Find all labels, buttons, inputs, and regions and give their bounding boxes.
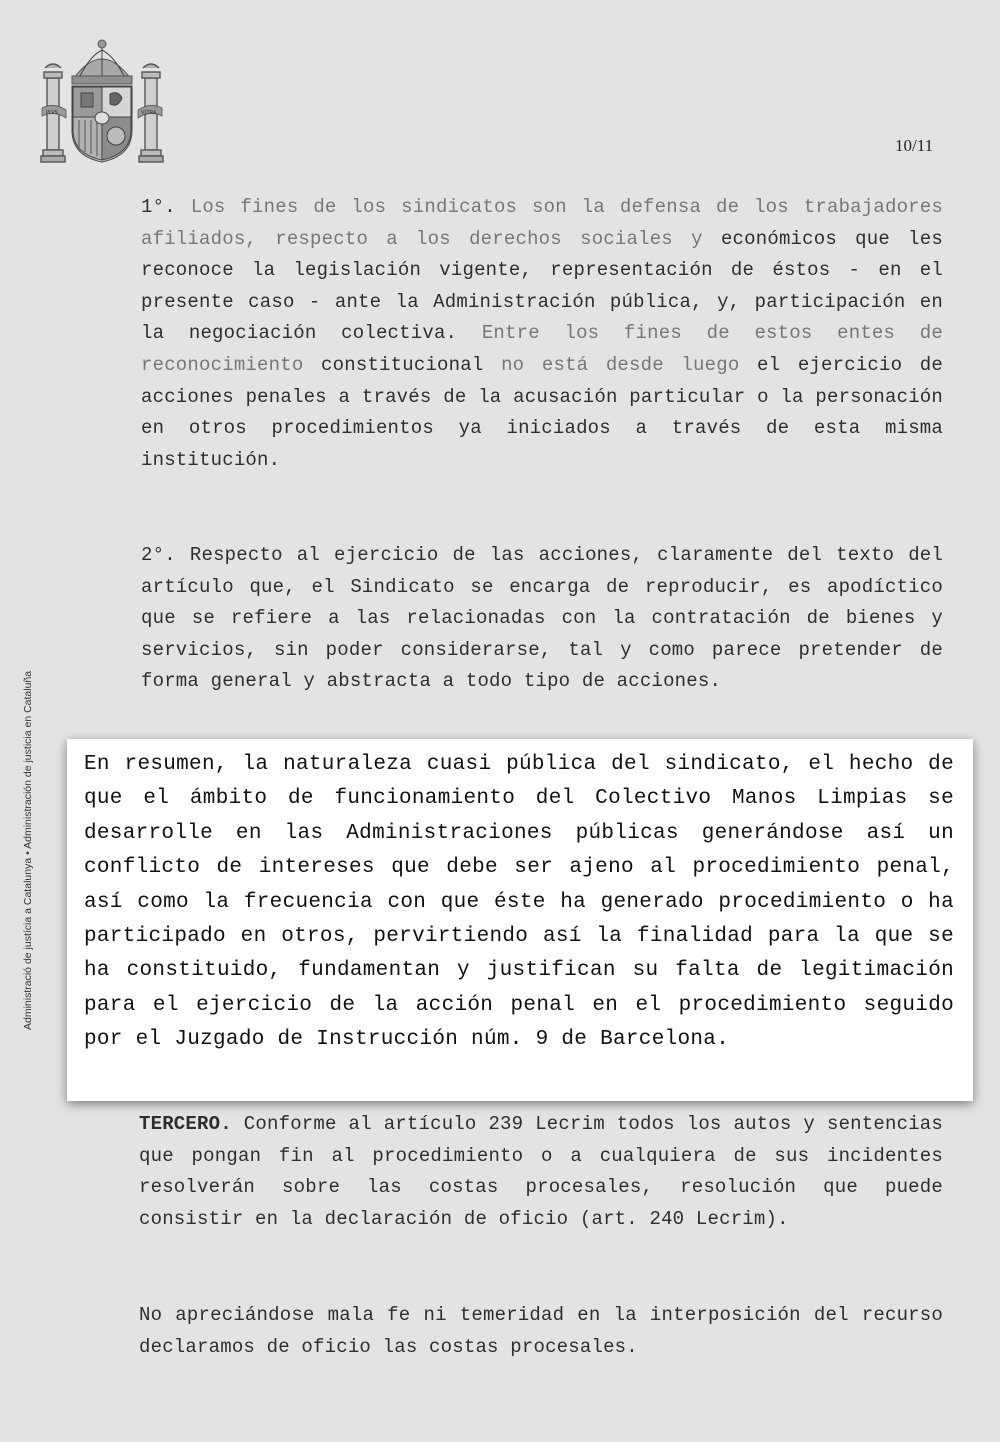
- svg-text:VLTRA: VLTRA: [141, 110, 157, 116]
- paragraph-fourth: No apreciándose mala fe ni temeridad en la interposición del recurso declaramos de oficio las costas procesales.: [139, 1304, 943, 1358]
- highlight-box: [67, 739, 973, 1101]
- highlight-text: En resumen, la naturaleza cuasi pública del sindicato, el hecho de que el ámbito de funcionamiento del Colectivo Manos Limpias se desarrolle en las Administraciones públicas generándose así un conflicto de intereses que debe ser ajeno al procedimiento penal, así como la frecuencia con que éste ha generado procedimiento o ha participado en otros, pervirtiendo así la finalidad para la que se ha constituido, fundamentan y justifican su falta de legitimación para el ejercicio de la acción penal en el procedimiento seguido por el Juzgado de Instrucción núm. 9 de Barcelona.: [84, 753, 954, 1052]
- side-note: Administració de justícia a Catalunya • Administración de justicia en Cataluña: [22, 670, 34, 1030]
- paragraph-first-lead: 1°.: [141, 196, 176, 218]
- paragraph-third-heading: TERCERO.: [139, 1113, 232, 1135]
- paragraph-third-text: Conforme al artículo 239 Lecrim todos los autos y sentencias que pongan fin al procedimiento o a cualquiera de sus incidentes resolverán sobre las costas procesales, resolución que puede consistir en la declaración de oficio (art. 240 Lecrim).: [139, 1113, 943, 1230]
- paragraph-first: [141, 192, 943, 476]
- paragraph-first-faint-3: no está desde luego: [501, 353, 740, 376]
- paragraph-third: [139, 1109, 943, 1235]
- paragraph-first-normal-1: económicos que les reconoce la legislación vigente, representación de éstos - en el presente caso - ante la Administración pública, y, participación en la negociación colectiva.: [141, 227, 943, 345]
- page-number: 10/11: [895, 136, 934, 155]
- paragraph-second: 2°. Respecto al ejercicio de las acciones, claramente del texto del artículo que, el Sindicato se encarga de reproducir, es apodíctico que se refiere a las relacionadas con la contratación de bienes y servicios, sin poder considerarse, tal y como parece pretender de forma general y abstracta a todo tipo de acciones.: [141, 544, 943, 693]
- spanish-coat-of-arms-icon: [40, 38, 164, 168]
- paragraph-first-normal-3: el ejercicio de acciones penales a través de la acusación particular o la personación en otros procedimientos ya iniciados a través de esta misma institución.: [141, 353, 944, 471]
- paragraph-first-faint-2: Entre los fines de estos entes de reconocimiento: [141, 322, 943, 376]
- paragraph-first-faint-1: Los fines de los sindicatos son la defensa de los trabajadores afiliados, respecto a los derechos sociales y: [141, 196, 943, 250]
- svg-text:PLVS: PLVS: [46, 110, 58, 116]
- paragraph-first-normal-2: constitucional: [321, 353, 484, 376]
